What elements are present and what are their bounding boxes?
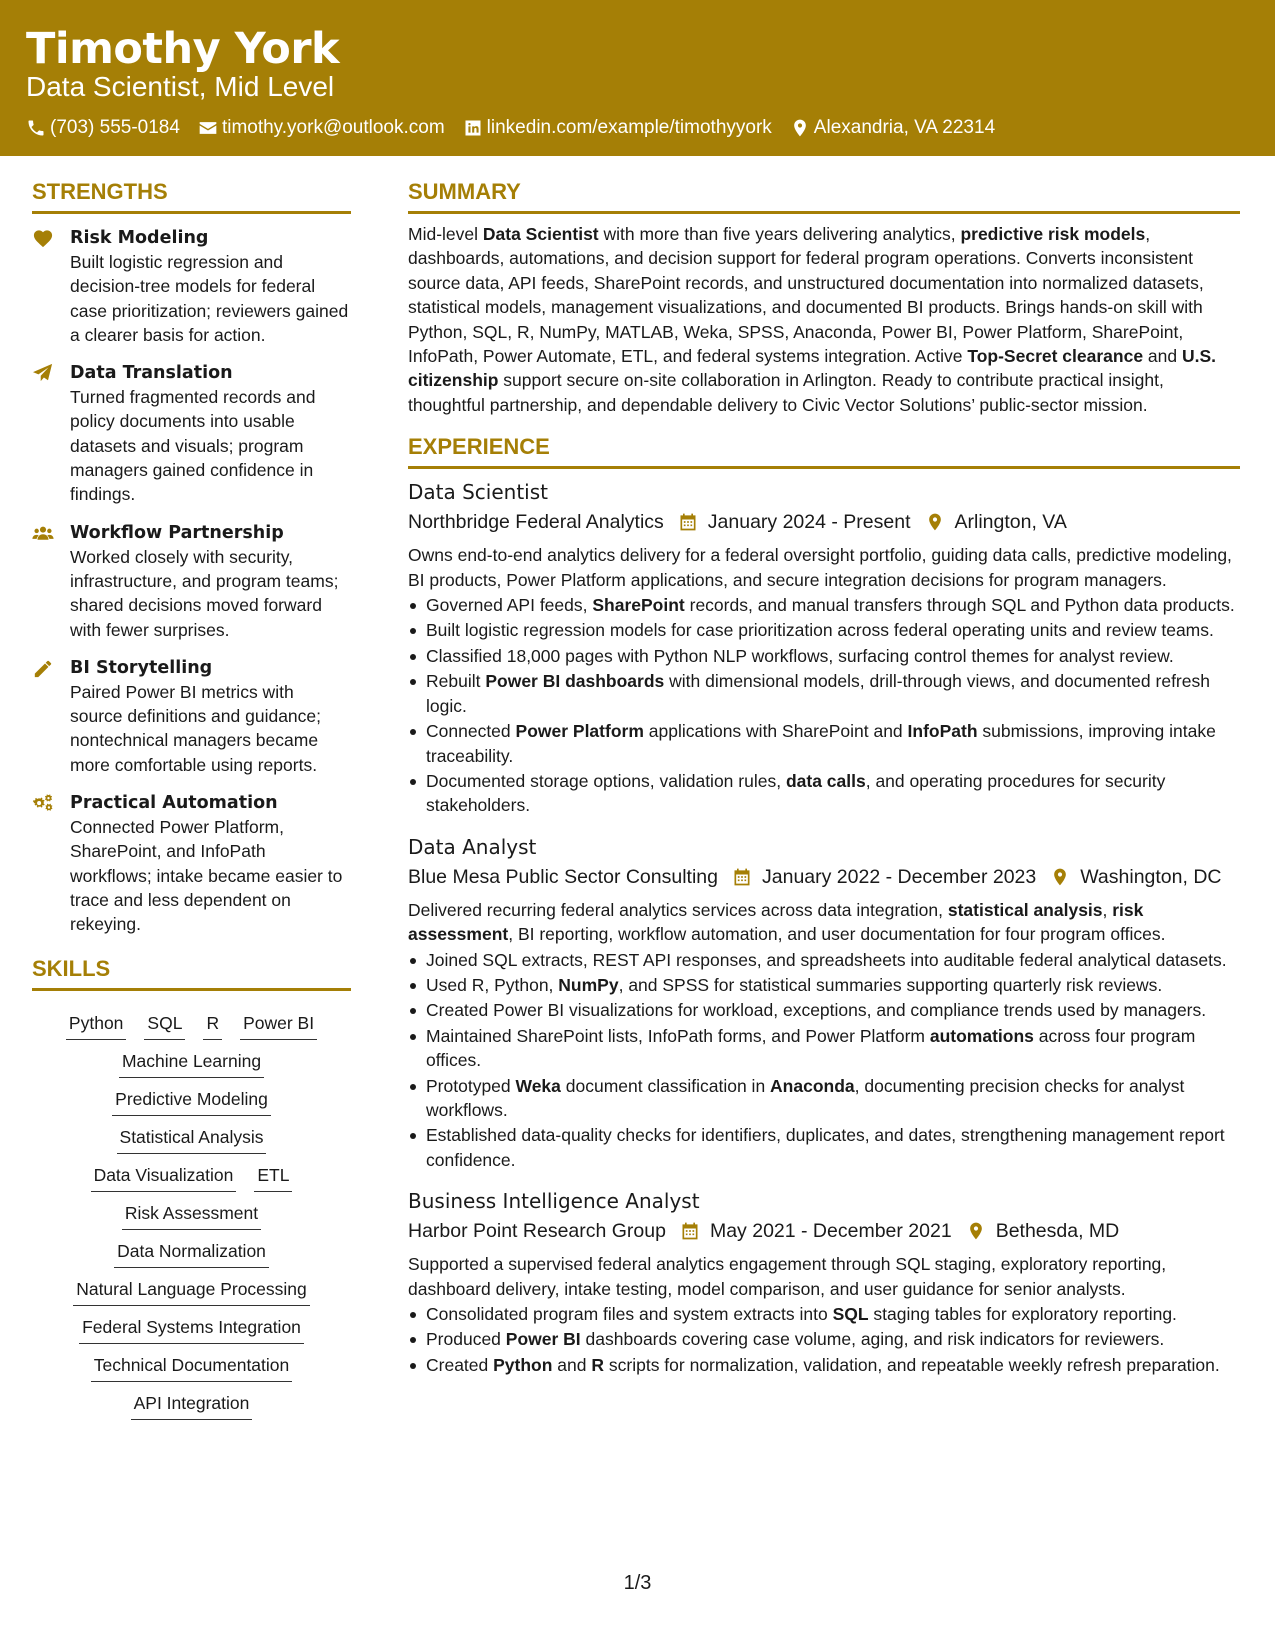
summary-heading: SUMMARY: [408, 178, 1240, 214]
job-entry: [408, 477, 1240, 817]
job-company: Harbor Point Research Group: [408, 1220, 666, 1243]
page-number: 1/3: [623, 1572, 652, 1594]
map-pin-icon: [966, 1221, 986, 1241]
skill-tag: Data Visualization: [91, 1163, 237, 1192]
strength-desc: Paired Power BI metrics with source definitions and guidance; nontechnical managers became more comfortable using reports.: [70, 681, 322, 775]
job-title: Data Analyst: [408, 834, 537, 859]
job-company: Blue Mesa Public Sector Consulting: [408, 865, 718, 888]
strength-item: [32, 521, 351, 642]
job-company: Northbridge Federal Analytics: [408, 511, 664, 534]
skill-tag: Machine Learning: [119, 1049, 264, 1078]
pencil-icon: [32, 658, 54, 678]
email-text: timothy.york@outlook.com: [221, 117, 445, 138]
strength-item: [32, 226, 351, 347]
list-item: Prototyped Weka document classification in Anaconda, documenting precision checks for analyst workflows.: [408, 1074, 1240, 1123]
contact-linkedin[interactable]: [463, 116, 772, 140]
job-meta: [408, 1216, 1240, 1246]
linkedin-icon: [463, 118, 483, 138]
phone-text: (703) 555-0184: [50, 117, 180, 138]
calendar-icon: [732, 867, 752, 887]
skill-tag: Technical Documentation: [91, 1353, 293, 1382]
gears-icon: [32, 793, 54, 813]
strengths-heading: STRENGTHS: [32, 178, 351, 214]
skill-tag: ETL: [254, 1163, 292, 1192]
users-icon: [32, 523, 54, 543]
skill-tag: API Integration: [131, 1391, 253, 1420]
skill-tag: R: [203, 1011, 222, 1040]
paper-plane-icon: [32, 363, 54, 383]
strength-item: [32, 656, 351, 777]
strength-desc: Worked closely with security, infrastructure, and program teams; shared decisions moved forward with fewer surprises.: [70, 546, 339, 640]
job-dates: January 2024 - Present: [707, 511, 911, 534]
list-item: Classified 18,000 pages with Python NLP workflows, surfacing control themes for analyst review.: [408, 644, 1240, 668]
strengths-list: [32, 222, 351, 937]
strength-desc: Connected Power Platform, SharePoint, and InfoPath workflows; intake became easier to trace and less dependent on rekeying.: [70, 817, 343, 935]
job-title: Data Scientist: [408, 480, 548, 505]
list-item: Created Power BI visualizations for workload, exceptions, and compliance trends used by managers.: [408, 998, 1240, 1022]
strength-title: Risk Modeling: [70, 228, 209, 248]
map-pin-icon: [790, 118, 810, 138]
job-entry: [408, 1186, 1240, 1377]
list-item: Created Python and R scripts for normalization, validation, and repeatable weekly refresh preparation.: [408, 1353, 1240, 1377]
job-location: Arlington, VA: [954, 511, 1067, 534]
summary-text: Mid-level Data Scientist with more than five years delivering analytics, predictive risk models, dashboards, automations, and decision support for federal program operations. Converts inconsistent source data, API feeds, SharePoint records, and unstructured documentation into normalized datasets, statistical models, management visualizations, and documented BI products. Brings hands-on skill with Python, SQL, R, NumPy, MATLAB, Weka, SPSS, Anaconda, Power BI, Power Platform, SharePoint, InfoPath, Power Automate, ETL, and federal systems integration. Active Top-Secret clearance and U.S. citizenship support secure on-site collaboration in Arlington. Ready to contribute practical insight, thoughtful partnership, and dependable delivery to Civic Vector Solutions’ public-sector mission.: [408, 224, 1217, 415]
job-dates: May 2021 - December 2021: [709, 1220, 952, 1243]
contact-bar: [26, 116, 1249, 140]
skill-tag: Risk Assessment: [122, 1201, 261, 1230]
job-bullets: [408, 1302, 1240, 1377]
skills-list: [32, 999, 351, 1420]
list-item: Governed API feeds, SharePoint records, and manual transfers through SQL and Python data products.: [408, 593, 1240, 617]
strength-item: [32, 361, 351, 506]
list-item: Rebuilt Power BI dashboards with dimensional models, drill-through views, and documented refresh logic.: [408, 669, 1240, 718]
skill-tag: Natural Language Processing: [73, 1277, 310, 1306]
job-description: Owns end-to-end analytics delivery for a federal oversight portfolio, guiding data calls, predictive modeling, BI products, Power Platform applications, and secure integration decisions for program managers.: [408, 545, 1232, 590]
envelope-icon: [198, 118, 218, 138]
skills-heading: SKILLS: [32, 955, 351, 991]
contact-email[interactable]: [198, 116, 445, 140]
candidate-name: Timothy York: [26, 24, 340, 74]
job-meta: [408, 862, 1240, 892]
map-pin-icon: [925, 512, 945, 532]
list-item: Established data-quality checks for identifiers, duplicates, and dates, strengthening management report confidence.: [408, 1123, 1240, 1172]
skill-tag: Power BI: [240, 1011, 317, 1040]
left-column: [32, 178, 351, 1420]
map-pin-icon: [1050, 867, 1070, 887]
list-item: Consolidated program files and system extracts into SQL staging tables for exploratory reporting.: [408, 1302, 1240, 1326]
contact-location: [790, 116, 995, 140]
job-bullets: [408, 593, 1240, 818]
list-item: Built logistic regression models for case prioritization across federal operating units and review teams.: [408, 618, 1240, 642]
job-meta: [408, 507, 1240, 537]
job-description: Supported a supervised federal analytics engagement through SQL staging, exploratory reporting, dashboard delivery, intake testing, model comparison, and user guidance for senior analysts.: [408, 1254, 1167, 1299]
job-title: Business Intelligence Analyst: [408, 1189, 700, 1214]
phone-icon: [26, 118, 46, 138]
skill-tag: Statistical Analysis: [117, 1125, 267, 1154]
skill-tag: Data Normalization: [114, 1239, 269, 1268]
right-column: [408, 178, 1240, 1391]
strength-desc: Turned fragmented records and policy documents into usable datasets and visuals; program managers gained confidence in findings.: [70, 387, 316, 505]
calendar-icon: [678, 512, 698, 532]
job-description: Delivered recurring federal analytics services across data integration, statistical analysis, risk assessment, BI reporting, workflow automation, and user documentation for four program offices.: [408, 899, 1166, 945]
job-location: Washington, DC: [1080, 865, 1222, 888]
list-item: Maintained SharePoint lists, InfoPath forms, and Power Platform automations across four program offices.: [408, 1024, 1240, 1073]
skill-tag: Predictive Modeling: [112, 1087, 271, 1116]
skill-tag: Python: [66, 1011, 126, 1040]
resume-header: [0, 0, 1275, 156]
heart-icon: [32, 228, 54, 248]
contact-phone[interactable]: [26, 116, 180, 140]
experience-heading: EXPERIENCE: [408, 433, 1240, 469]
strength-title: Workflow Partnership: [70, 522, 284, 543]
list-item: Produced Power BI dashboards covering case volume, aging, and risk indicators for reviewers.: [408, 1327, 1240, 1351]
strength-title: Data Translation: [70, 363, 233, 384]
job-dates: January 2022 - December 2023: [762, 865, 1037, 888]
linkedin-text: linkedin.com/example/timothyyork: [486, 117, 772, 138]
list-item: Documented storage options, validation rules, data calls, and operating procedures for security stakeholders.: [408, 769, 1240, 818]
location-text: Alexandria, VA 22314: [813, 117, 996, 138]
job-location: Bethesda, MD: [995, 1220, 1120, 1243]
strength-item: [32, 791, 351, 936]
strength-desc: Built logistic regression and decision-tree models for federal case prioritization; reviewers gained a clearer basis for action.: [70, 252, 349, 345]
job-bullets: [408, 948, 1240, 1173]
list-item: Used R, Python, NumPy, and SPSS for statistical summaries supporting quarterly risk reviews.: [408, 973, 1240, 997]
calendar-icon: [680, 1221, 700, 1241]
strength-title: Practical Automation: [70, 793, 278, 814]
list-item: Joined SQL extracts, REST API responses, and spreadsheets into auditable federal analytical datasets.: [408, 948, 1240, 972]
strength-title: BI Storytelling: [70, 657, 213, 678]
job-entry: [408, 832, 1240, 1172]
skill-tag: SQL: [144, 1011, 185, 1040]
skill-tag: Federal Systems Integration: [79, 1315, 304, 1344]
candidate-role: Data Scientist, Mid Level: [26, 71, 335, 102]
list-item: Connected Power Platform applications with SharePoint and InfoPath submissions, improving intake traceability.: [408, 719, 1240, 768]
